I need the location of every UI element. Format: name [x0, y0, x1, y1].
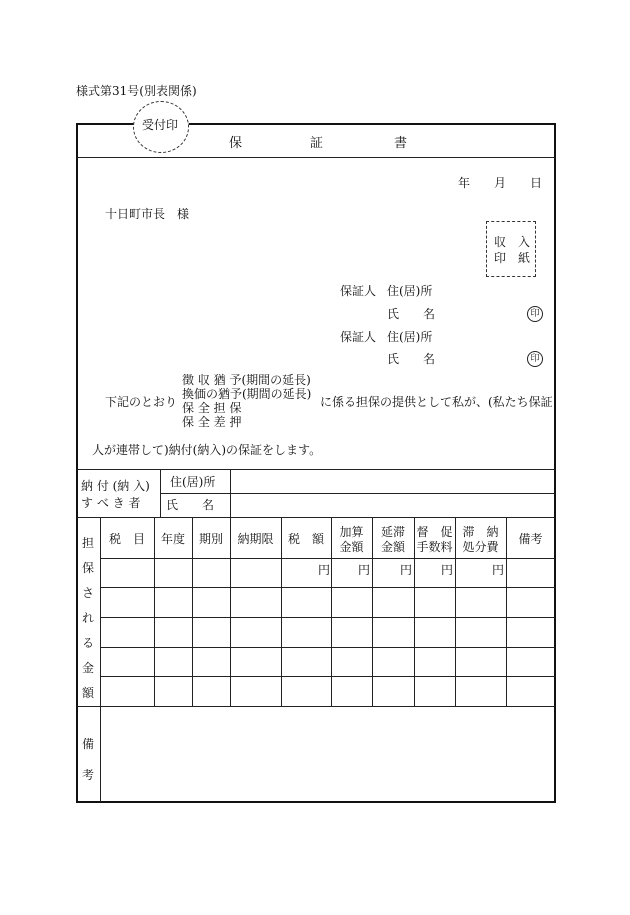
table-row-divider — [100, 617, 555, 618]
title-char: 証 — [310, 136, 324, 151]
body-option: 換価の猶予(期間の延長) — [182, 387, 312, 401]
table-row-divider — [100, 587, 555, 588]
payer-label-divider — [160, 469, 161, 517]
header-delinquency-amount: 延滞 金額 — [380, 525, 405, 554]
form-number: 様式第31号(別表関係) — [76, 84, 197, 98]
payer-field-divider — [230, 469, 231, 517]
body-option: 徴 収 猶 予(期間の延長) — [182, 373, 311, 387]
yen-mark: 円 — [492, 563, 505, 577]
body-continuation: 人が連帯して)納付(納入)の保証をします。 — [92, 443, 322, 457]
body-option: 保 全 担 保 — [182, 401, 242, 415]
payer-row-divider — [160, 493, 555, 494]
header-due-date: 納期限 — [237, 532, 274, 546]
body-option: 保 全 差 押 — [182, 415, 242, 429]
guarantor-role: 保証人 — [340, 284, 377, 298]
side-label-char: 金 — [81, 661, 94, 675]
body-lead: 下記のとおり — [105, 395, 178, 409]
side-label-char: 保 — [81, 561, 94, 575]
payer-name-label: 氏 名 — [166, 498, 215, 512]
revenue-stamp-box — [486, 221, 536, 277]
payer-address-label: 住(居)所 — [170, 475, 216, 489]
table-row-divider — [100, 647, 555, 648]
payer-label-line1: 納 付 (納 入) — [81, 479, 150, 493]
yen-mark: 円 — [318, 563, 331, 577]
side-label-char: さ — [81, 586, 94, 600]
header-tax-item: 税 目 — [108, 532, 145, 546]
table-header-divider — [100, 558, 555, 559]
guarantor-name-label: 氏 名 — [387, 352, 436, 366]
guarantor-role: 保証人 — [340, 330, 377, 344]
header-period: 期別 — [198, 532, 223, 546]
date-month: 月 — [494, 176, 507, 190]
seal-mark: 印 — [527, 351, 543, 367]
revenue-stamp-line1: 収 入 — [494, 235, 531, 249]
revenue-stamp-line2: 印 紙 — [494, 251, 531, 265]
payer-label-line2: す べ き 者 — [81, 496, 141, 510]
yen-mark: 円 — [358, 563, 371, 577]
date-day: 日 — [530, 176, 543, 190]
title-char: 保 — [229, 136, 243, 151]
side-label-char: 額 — [81, 686, 94, 700]
title-divider — [77, 157, 555, 158]
receipt-stamp-label: 受付印 — [142, 118, 179, 132]
remarks-label-char: 備 — [81, 737, 94, 751]
header-remarks: 備考 — [518, 532, 543, 546]
side-label-divider — [100, 517, 101, 802]
yen-mark: 円 — [441, 563, 454, 577]
header-disposition-cost: 滞 納 処分費 — [462, 525, 499, 554]
header-tax-amount: 税 額 — [287, 532, 324, 546]
table-row-divider — [100, 676, 555, 677]
side-label-char: る — [81, 636, 94, 650]
payer-divider — [77, 517, 555, 518]
date-year: 年 — [458, 176, 471, 190]
guarantor-address-label: 住(居)所 — [387, 330, 433, 344]
addressee: 十日町市長 様 — [105, 207, 190, 221]
guarantor-address-label: 住(居)所 — [387, 284, 433, 298]
table-bottom-divider — [77, 706, 555, 707]
body-divider — [77, 469, 555, 470]
remarks-label-char: 考 — [81, 768, 94, 782]
yen-mark: 円 — [400, 563, 413, 577]
side-label-char: れ — [81, 611, 94, 625]
body-middle: に係る担保の提供として私が、(私たち保証 — [320, 395, 553, 409]
header-fiscal-year: 年度 — [160, 532, 185, 546]
guarantor-name-label: 氏 名 — [387, 307, 436, 321]
header-demand-fee: 督 促 手数料 — [416, 525, 453, 554]
seal-mark: 印 — [527, 306, 543, 322]
header-additional-amount: 加算 金額 — [339, 525, 364, 554]
guarantee-form-frame — [76, 123, 556, 803]
title-char: 書 — [394, 136, 408, 151]
side-label-char: 担 — [81, 536, 94, 550]
